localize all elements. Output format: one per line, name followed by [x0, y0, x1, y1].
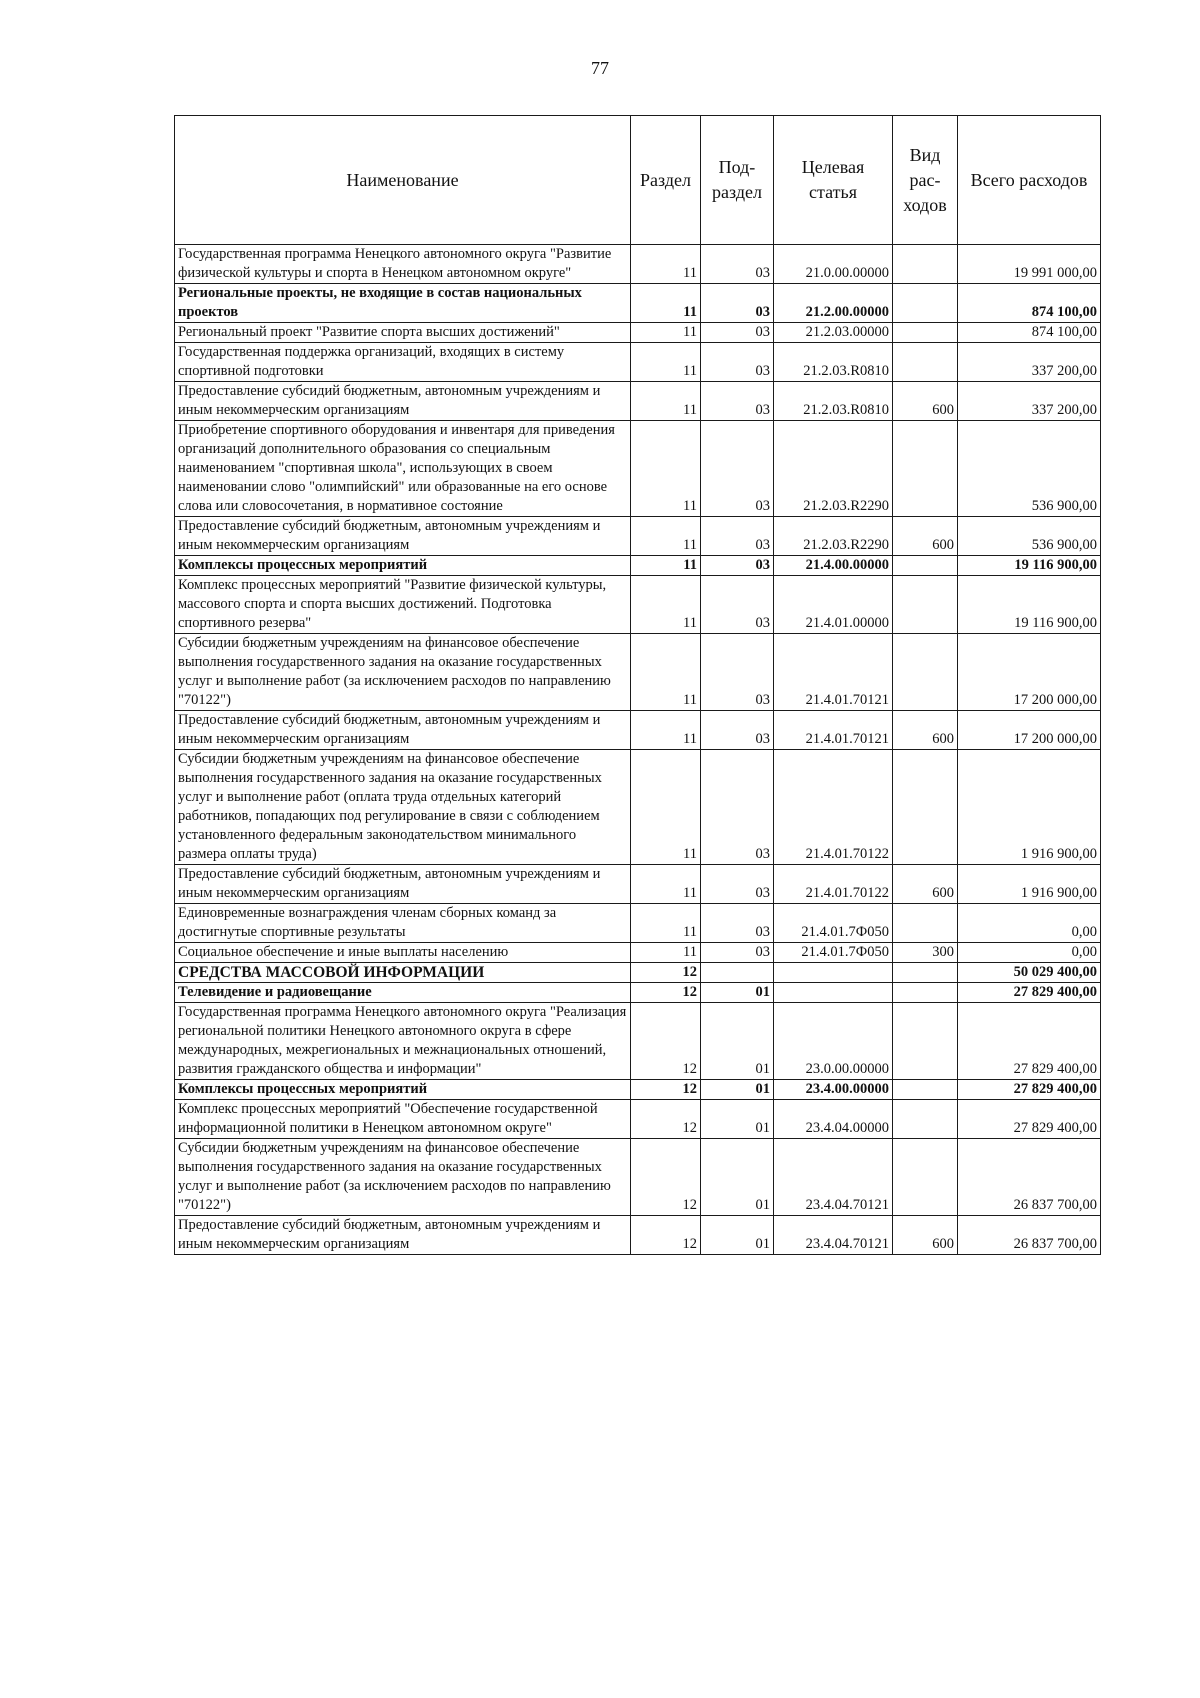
row-name: Предоставление субсидий бюджетным, автономным учреждениям и иным некоммерческим организациям — [175, 711, 631, 750]
row-target — [774, 983, 893, 1003]
row-name: Комплекс процессных мероприятий "Развитие физической культуры, массового спорта и спорта высших достижений. Подготовка спортивного резерва" — [175, 576, 631, 634]
row-kind — [893, 343, 958, 382]
row-section: 11 — [631, 904, 701, 943]
row-name: Региональные проекты, не входящие в состав национальных проектов — [175, 284, 631, 323]
row-kind — [893, 1003, 958, 1080]
row-kind: 600 — [893, 517, 958, 556]
row-kind: 300 — [893, 943, 958, 963]
row-name: Предоставление субсидий бюджетным, автономным учреждениям и иным некоммерческим организациям — [175, 517, 631, 556]
row-total: 0,00 — [958, 904, 1101, 943]
table-row — [175, 1080, 1101, 1100]
row-name: Государственная программа Ненецкого автономного округа "Развитие физической культуры и спорта в Ненецком автономном округе" — [175, 245, 631, 284]
row-section: 12 — [631, 1100, 701, 1139]
row-name: Комплексы процессных мероприятий — [175, 1080, 631, 1100]
row-subsection: 03 — [701, 943, 774, 963]
row-kind: 600 — [893, 382, 958, 421]
row-subsection: 03 — [701, 711, 774, 750]
row-kind — [893, 1139, 958, 1216]
row-subsection — [701, 963, 774, 983]
row-name: Телевидение и радиовещание — [175, 983, 631, 1003]
row-section: 11 — [631, 943, 701, 963]
row-total: 26 837 700,00 — [958, 1216, 1101, 1255]
row-subsection: 03 — [701, 556, 774, 576]
row-kind — [893, 750, 958, 865]
row-total: 17 200 000,00 — [958, 634, 1101, 711]
row-total: 337 200,00 — [958, 343, 1101, 382]
table-row — [175, 963, 1101, 983]
table-row — [175, 576, 1101, 634]
row-kind — [893, 634, 958, 711]
table-row — [175, 1100, 1101, 1139]
row-target: 21.4.01.70122 — [774, 750, 893, 865]
row-subsection: 03 — [701, 750, 774, 865]
row-name: СРЕДСТВА МАССОВОЙ ИНФОРМАЦИИ — [175, 963, 631, 983]
row-total: 874 100,00 — [958, 323, 1101, 343]
row-subsection: 03 — [701, 576, 774, 634]
row-section: 12 — [631, 1080, 701, 1100]
row-name: Комплексы процессных мероприятий — [175, 556, 631, 576]
row-subsection: 01 — [701, 1080, 774, 1100]
budget-table — [174, 115, 1101, 1255]
row-target: 21.2.03.R2290 — [774, 517, 893, 556]
row-target: 21.2.03.00000 — [774, 323, 893, 343]
row-name: Государственная поддержка организаций, входящих в систему спортивной подготовки — [175, 343, 631, 382]
row-target: 21.4.00.00000 — [774, 556, 893, 576]
row-target: 21.4.01.00000 — [774, 576, 893, 634]
row-total: 19 991 000,00 — [958, 245, 1101, 284]
table-row — [175, 517, 1101, 556]
header-section: Раздел — [631, 116, 701, 245]
row-subsection: 03 — [701, 382, 774, 421]
row-kind — [893, 576, 958, 634]
row-kind — [893, 983, 958, 1003]
row-target: 23.0.00.00000 — [774, 1003, 893, 1080]
table-row — [175, 865, 1101, 904]
row-name: Предоставление субсидий бюджетным, автономным учреждениям и иным некоммерческим организациям — [175, 865, 631, 904]
row-section: 12 — [631, 963, 701, 983]
row-target: 23.4.00.00000 — [774, 1080, 893, 1100]
row-target: 21.2.03.R0810 — [774, 382, 893, 421]
row-section: 12 — [631, 983, 701, 1003]
row-kind — [893, 245, 958, 284]
row-name: Единовременные вознаграждения членам сборных команд за достигнутые спортивные результаты — [175, 904, 631, 943]
table-row — [175, 556, 1101, 576]
row-name: Субсидии бюджетным учреждениям на финансовое обеспечение выполнения государственного задания на оказание государственных услуг и выполнение работ (оплата труда отдельных категорий работников, попадающих под регулирование в связи с соблюдением установленного федеральным законодательством минимального размера оплаты труда) — [175, 750, 631, 865]
row-total: 27 829 400,00 — [958, 1080, 1101, 1100]
row-subsection: 01 — [701, 1003, 774, 1080]
row-section: 12 — [631, 1003, 701, 1080]
row-total: 19 116 900,00 — [958, 576, 1101, 634]
table-row — [175, 1139, 1101, 1216]
row-total: 17 200 000,00 — [958, 711, 1101, 750]
header-kind: Вид рас-ходов — [893, 116, 958, 245]
row-target — [774, 963, 893, 983]
row-target: 23.4.04.70121 — [774, 1139, 893, 1216]
table-row — [175, 382, 1101, 421]
row-total: 1 916 900,00 — [958, 865, 1101, 904]
row-kind — [893, 421, 958, 517]
row-subsection: 01 — [701, 1139, 774, 1216]
row-name: Предоставление субсидий бюджетным, автономным учреждениям и иным некоммерческим организациям — [175, 1216, 631, 1255]
row-kind: 600 — [893, 865, 958, 904]
row-section: 11 — [631, 556, 701, 576]
row-target: 23.4.04.00000 — [774, 1100, 893, 1139]
row-kind: 600 — [893, 1216, 958, 1255]
row-section: 11 — [631, 343, 701, 382]
row-target: 21.4.01.70121 — [774, 711, 893, 750]
row-target: 21.0.00.00000 — [774, 245, 893, 284]
row-section: 11 — [631, 711, 701, 750]
row-target: 23.4.04.70121 — [774, 1216, 893, 1255]
row-subsection: 03 — [701, 904, 774, 943]
table-row — [175, 343, 1101, 382]
row-section: 11 — [631, 245, 701, 284]
row-section: 11 — [631, 865, 701, 904]
row-name: Предоставление субсидий бюджетным, автономным учреждениям и иным некоммерческим организациям — [175, 382, 631, 421]
table-header-row — [175, 116, 1101, 245]
row-name: Региональный проект "Развитие спорта высших достижений" — [175, 323, 631, 343]
row-section: 12 — [631, 1216, 701, 1255]
row-target: 21.4.01.70122 — [774, 865, 893, 904]
table-body — [175, 245, 1101, 1255]
row-target: 21.4.01.7Ф050 — [774, 943, 893, 963]
table-row — [175, 1003, 1101, 1080]
row-kind — [893, 284, 958, 323]
table-row — [175, 750, 1101, 865]
row-subsection: 01 — [701, 1216, 774, 1255]
page-number: 77 — [591, 58, 609, 78]
row-kind — [893, 323, 958, 343]
row-section: 11 — [631, 284, 701, 323]
row-subsection: 03 — [701, 865, 774, 904]
table-row — [175, 904, 1101, 943]
row-total: 1 916 900,00 — [958, 750, 1101, 865]
row-section: 11 — [631, 750, 701, 865]
header-name: Наименование — [175, 116, 631, 245]
row-name: Государственная программа Ненецкого автономного округа "Реализация региональной политики Ненецкого автономного округа в сфере международных, межрегиональных и межнациональных отношений, развития гражданского общества и информации" — [175, 1003, 631, 1080]
row-section: 11 — [631, 576, 701, 634]
row-total: 874 100,00 — [958, 284, 1101, 323]
row-name: Субсидии бюджетным учреждениям на финансовое обеспечение выполнения государственного задания на оказание государственных услуг и выполнение работ (за исключением расходов по направлению "70122") — [175, 634, 631, 711]
row-subsection: 03 — [701, 517, 774, 556]
row-total: 0,00 — [958, 943, 1101, 963]
table-row — [175, 943, 1101, 963]
row-name: Приобретение спортивного оборудования и инвентаря для приведения организаций дополнительного образования со специальным наименованием "спортивная школа", использующих в своем наименовании слово "олимпийский" или образованные на его основе слова или словосочетания, в нормативное состояние — [175, 421, 631, 517]
row-kind — [893, 904, 958, 943]
row-kind — [893, 1080, 958, 1100]
row-section: 11 — [631, 382, 701, 421]
header-target: Целевая статья — [774, 116, 893, 245]
row-subsection: 03 — [701, 245, 774, 284]
table-row — [175, 284, 1101, 323]
row-total: 337 200,00 — [958, 382, 1101, 421]
row-target: 21.4.01.7Ф050 — [774, 904, 893, 943]
row-subsection: 03 — [701, 284, 774, 323]
row-total: 26 837 700,00 — [958, 1139, 1101, 1216]
row-name: Субсидии бюджетным учреждениям на финансовое обеспечение выполнения государственного задания на оказание государственных услуг и выполнение работ (за исключением расходов по направлению "70122") — [175, 1139, 631, 1216]
row-total: 19 116 900,00 — [958, 556, 1101, 576]
row-total: 50 029 400,00 — [958, 963, 1101, 983]
row-section: 11 — [631, 323, 701, 343]
row-total: 536 900,00 — [958, 517, 1101, 556]
row-subsection: 01 — [701, 1100, 774, 1139]
header-total: Всего расходов — [958, 116, 1101, 245]
row-kind — [893, 556, 958, 576]
row-subsection: 03 — [701, 421, 774, 517]
row-total: 27 829 400,00 — [958, 1100, 1101, 1139]
table-row — [175, 1216, 1101, 1255]
row-name: Социальное обеспечение и иные выплаты населению — [175, 943, 631, 963]
table-row — [175, 634, 1101, 711]
table-row — [175, 983, 1101, 1003]
row-target: 21.2.00.00000 — [774, 284, 893, 323]
row-kind — [893, 963, 958, 983]
row-subsection: 01 — [701, 983, 774, 1003]
row-kind: 600 — [893, 711, 958, 750]
row-total: 27 829 400,00 — [958, 1003, 1101, 1080]
row-target: 21.2.03.R2290 — [774, 421, 893, 517]
table-row — [175, 323, 1101, 343]
row-target: 21.2.03.R0810 — [774, 343, 893, 382]
row-kind — [893, 1100, 958, 1139]
row-target: 21.4.01.70121 — [774, 634, 893, 711]
row-name: Комплекс процессных мероприятий "Обеспечение государственной информационной политики в Ненецком автономном округе" — [175, 1100, 631, 1139]
row-subsection: 03 — [701, 343, 774, 382]
row-section: 11 — [631, 421, 701, 517]
row-subsection: 03 — [701, 634, 774, 711]
table-row — [175, 711, 1101, 750]
row-subsection: 03 — [701, 323, 774, 343]
header-subsection: Под-раздел — [701, 116, 774, 245]
row-total: 536 900,00 — [958, 421, 1101, 517]
table-row — [175, 421, 1101, 517]
row-section: 12 — [631, 1139, 701, 1216]
row-section: 11 — [631, 517, 701, 556]
table-row — [175, 245, 1101, 284]
row-section: 11 — [631, 634, 701, 711]
row-total: 27 829 400,00 — [958, 983, 1101, 1003]
